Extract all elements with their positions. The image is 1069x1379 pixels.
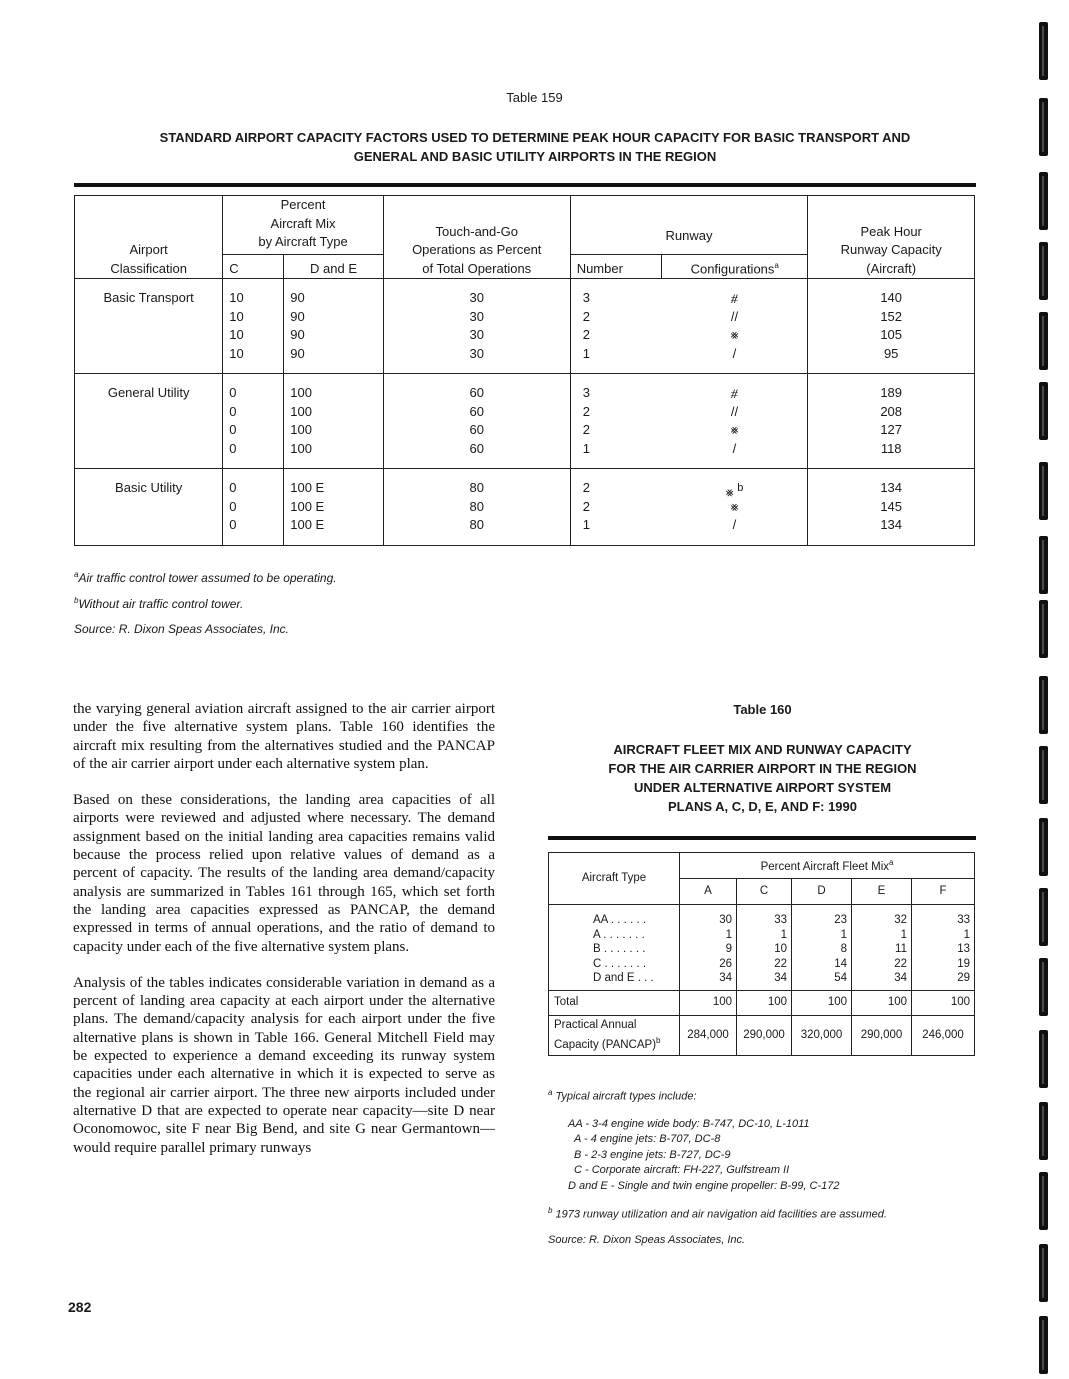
cell: 22 [774,957,787,970]
cell: 320,000 [800,1028,843,1041]
plan-d: D [817,885,826,897]
cell: 145 [880,498,903,514]
cell: 34 [719,972,732,984]
cell: 90 [290,308,305,324]
note-a-text: Air traffic control tower assumed to be operating. [78,571,337,585]
cell: 60 [469,440,484,456]
cell: 9 [725,943,732,955]
pancap-label-line1: Practical Annual [554,1018,637,1031]
cell: 100 E [290,517,325,533]
runway-config-icon: // [730,308,739,324]
scan-edge-marks [1037,0,1055,1379]
header-runway-number: Number [576,260,623,276]
aircraft-types-list [548,1117,978,1195]
total-label: Total [554,996,579,1008]
header-aircraft-mix: Aircraft Mix [270,215,336,231]
runway-config-icon: ⨳ [730,422,739,438]
cell: 290,000 [743,1028,785,1041]
edge-mark [1039,462,1048,520]
note-b-marker: b [548,1206,553,1216]
edge-mark [1039,1030,1048,1088]
cell: 152 [880,308,903,324]
note-b-marker: b [74,596,79,605]
edge-mark [1039,1316,1048,1374]
cell: 134 [880,517,903,533]
cell: 127 [880,422,903,438]
cell: 208 [880,403,903,419]
cell: 100 [290,422,312,438]
cell: 10 [774,943,787,955]
cell: 2 [582,308,590,324]
cell: 29 [957,972,971,984]
cell: 100 [290,385,312,401]
cell: 134 [880,480,903,496]
cell: 100 [767,996,787,1008]
runway-config-icon: / [732,517,737,533]
cell: 100 E [290,480,325,496]
aircraft-type-note: D and E - Single and twin engine propeller: B-99, C-172 [568,1179,840,1192]
cell: 1 [900,928,907,941]
edge-mark [1039,600,1048,658]
table-160-notes [548,1088,978,1246]
runway-config-icon: ⧣ [730,385,739,401]
note-a-marker: a [74,570,79,579]
cell: 23 [834,914,847,926]
note-b-text: 1973 runway utilization and air navigation aid facilities are assumed. [555,1208,887,1221]
cell: 22 [894,957,907,970]
cell: 34 [774,972,787,984]
cell: 3 [582,385,590,401]
cell: 10 [229,308,244,324]
table-160-top-rule [548,836,976,840]
cell: 2 [582,422,590,438]
title-line: AIRCRAFT FLEET MIX AND RUNWAY CAPACITY [613,742,912,757]
header-fleet-mix: Percent Aircraft Fleet Mix [760,861,890,873]
pancap-label-line2: Capacity (PANCAP) [554,1038,657,1051]
table-159 [74,195,975,546]
edge-mark [1039,1244,1048,1302]
cell: 90 [290,327,305,343]
table-159-title: STANDARD AIRPORT CAPACITY FACTORS USED TO DETERMINE PEAK HOUR CAPACITY FOR BASIC TRANSPORT AND GENERAL AND BASIC UTILITY AIRPORTS IN THE REGION [159,130,911,164]
header-touch-and-go: Touch-and-Go [435,223,518,239]
edge-mark [1039,958,1048,1016]
cell: 100 [290,403,312,419]
edge-mark [1039,1102,1048,1160]
aircraft-type-de: D and E . . . [593,972,654,984]
classification-basic-transport: Basic Transport [103,290,194,306]
runway-config-icon: ⧣ [730,290,739,306]
cell: 90 [290,290,305,306]
cell: 2 [582,403,590,419]
cell: 100 [887,996,907,1008]
header-classification: Classification [110,260,187,276]
cell: 284,000 [687,1028,729,1041]
table-159-source: Source: R. Dixon Speas Associates, Inc. [74,622,289,636]
cell: 60 [469,403,484,419]
table-160-source: Source: R. Dixon Speas Associates, Inc. [548,1233,746,1246]
plan-c: C [759,885,769,897]
header-percent: Percent [280,197,326,212]
aircraft-type-aa: AA . . . . . . [593,914,647,926]
cell: 0 [229,517,237,533]
table-160 [548,852,975,1056]
cell: 246,000 [922,1028,964,1041]
cell: 60 [469,385,484,401]
cell: 1 [582,440,590,456]
plan-e: E [877,885,886,897]
edge-mark [1039,746,1048,804]
cell: 54 [834,972,847,984]
cell: 33 [957,914,971,926]
cell: 10 [229,290,244,306]
note-a-marker: a [548,1088,553,1097]
plan-f: F [939,885,947,897]
edge-mark [1039,382,1048,440]
cell: 100 [827,996,847,1008]
aircraft-type-note: B - 2-3 engine jets: B-727, DC-9 [574,1148,731,1161]
plan-a: A [704,885,712,897]
aircraft-type-a: A . . . . . . . [593,928,645,941]
cell: 0 [229,480,237,496]
edge-mark [1039,242,1048,300]
header-fleet-mix-sup: a [889,858,894,868]
cell: 80 [469,517,484,533]
cell: 10 [229,345,244,361]
cell: 118 [880,440,902,456]
cell: 11 [895,943,907,955]
aircraft-type-note: A - 4 engine jets: B-707, DC-8 [574,1133,721,1146]
cell: 14 [834,957,847,970]
note-b-text: Without air traffic control tower. [78,597,244,611]
cell: 95 [883,345,899,361]
edge-mark [1039,676,1048,734]
cell: 2 [582,498,590,514]
edge-mark [1039,98,1048,156]
runway-config-icon: // [730,403,739,419]
runway-config-icon: / [732,345,737,361]
cell: 2 [582,327,590,343]
footnote-b-marker: b [737,482,744,495]
note-a-text: Typical aircraft types include: [555,1090,697,1103]
cell: 1 [582,517,590,533]
cell: 0 [229,422,237,438]
edge-mark [1039,818,1048,876]
cell: 3 [582,290,590,306]
header-total-operations: of Total Operations [422,260,532,276]
header-mix-c: C [229,260,239,276]
runway-config-icon: / [732,440,737,456]
cell: 1 [840,928,847,941]
header-by-type: by Aircraft Type [258,234,348,249]
table-159-notes [74,570,337,647]
cell: 0 [229,385,237,401]
header-runway-config: Configurations [690,260,775,276]
table-160-title [550,740,975,816]
edge-mark [1039,172,1048,230]
header-runway: Runway [665,228,713,243]
cell: 105 [880,327,903,343]
cell: 33 [774,914,787,926]
cell: 30 [719,914,732,926]
cell: 100 [712,996,732,1008]
title-line: PLANS A, C, D, E, AND F: 1990 [667,799,857,814]
aircraft-type-note: AA - 3-4 engine wide body: B-747, DC-10, L-1011 [568,1117,810,1130]
cell: 26 [719,957,732,970]
aircraft-type-c: C . . . . . . . [593,957,647,970]
title-line: FOR THE AIR CARRIER AIRPORT IN THE REGION [608,761,917,776]
cell: 30 [469,290,484,306]
cell: 60 [469,422,484,438]
edge-mark [1039,22,1048,80]
runway-config-icon: ⨳ [730,498,739,514]
table-160-label: Table 160 [733,702,792,717]
title-line: UNDER ALTERNATIVE AIRPORT SYSTEM [633,780,892,795]
header-runway-capacity: Runway Capacity [840,242,942,258]
cell: 0 [229,498,237,514]
header-config-sup: a [774,260,779,270]
classification-general-utility: General Utility [107,385,190,401]
cell: 290,000 [860,1028,903,1041]
cell: 1 [780,928,787,941]
cell: 13 [957,943,971,955]
body-text-column [73,700,495,1175]
cell: 30 [469,308,484,324]
pancap-sup: b [656,1035,661,1045]
cell: 140 [880,290,903,306]
cell: 189 [880,385,903,401]
cell: 100 [950,996,971,1008]
edge-mark [1039,888,1048,946]
classification-basic-utility: Basic Utility [115,480,183,496]
table-159-label: Table 159 [506,90,563,105]
page-number: 282 [68,1299,92,1315]
cell: 8 [840,943,847,955]
table-159-top-rule [74,183,976,187]
runway-config-icon: ⨳ [725,484,734,500]
header-mix-de: D and E [310,260,357,276]
cell: 30 [469,345,484,361]
aircraft-type-note: C - Corporate aircraft: FH-227, Gulfstream II [574,1164,790,1177]
header-peak-hour: Peak Hour [860,223,922,239]
cell: 1 [725,928,732,941]
edge-mark [1039,312,1048,370]
edge-mark [1039,1172,1048,1230]
header-operations-percent: Operations as Percent [412,242,542,258]
cell: 100 [290,440,312,456]
cell: 90 [290,345,305,361]
cell: 80 [469,480,484,496]
aircraft-type-b: B . . . . . . . [593,943,646,955]
cell: 2 [582,480,590,496]
cell: 100 E [290,498,325,514]
paragraph: Based on these considerations, the landing area capacities of all airports were reviewed and adjusted where necessary. The demand assignment based on the initial landing area capacities remains valid because the process relied upon relative values of demand as a percent of capacity. The results of the landing area demand/capacity analysis are summarized in Tables 161 through 165, which set forth the landing area capacities expressed as PANCAP, the demand expressed in terms of annual operations, and the ratio of demand to capacity under each of the five alternative system plans. [73,792,495,955]
cell: 0 [229,440,237,456]
cell: 34 [894,972,907,984]
cell: 0 [229,403,237,419]
header-airport: Airport [129,242,168,258]
runway-config-icon: ⨳ [730,327,739,343]
cell: 1 [582,345,590,361]
cell: 1 [963,928,971,941]
paragraph: the varying general aviation aircraft assigned to the air carrier airport under the five alternative system plans. Table 160 identifies the aircraft mix resulting from the alternatives studied and the PANCAP of the air carrier airport under each alternative system plan. [73,701,495,772]
cell: 80 [469,498,484,514]
paragraph: Analysis of the tables indicates considerable variation in demand as a percent of landing area capacity at each airport under the alternative plans. The demand/capacity analysis for each airport under the five alternative plans is shown in Table 166. General Mitchell Field may be expected to experience a demand exceeding its runway system capacities under each alternative in which it is expected to serve as the regional air carrier airport. The three new airports included under alternative D that are expected to operate near capacity—site D near Oconomowoc, site F near Big Bend, and site G near Germantown—would require parallel primary runways [73,974,495,1156]
cell: 10 [229,327,244,343]
cell: 32 [894,914,907,926]
cell: 30 [469,327,484,343]
header-aircraft: (Aircraft) [866,260,917,276]
cell: 19 [957,957,971,970]
header-aircraft-type: Aircraft Type [581,872,647,884]
edge-mark [1039,536,1048,594]
